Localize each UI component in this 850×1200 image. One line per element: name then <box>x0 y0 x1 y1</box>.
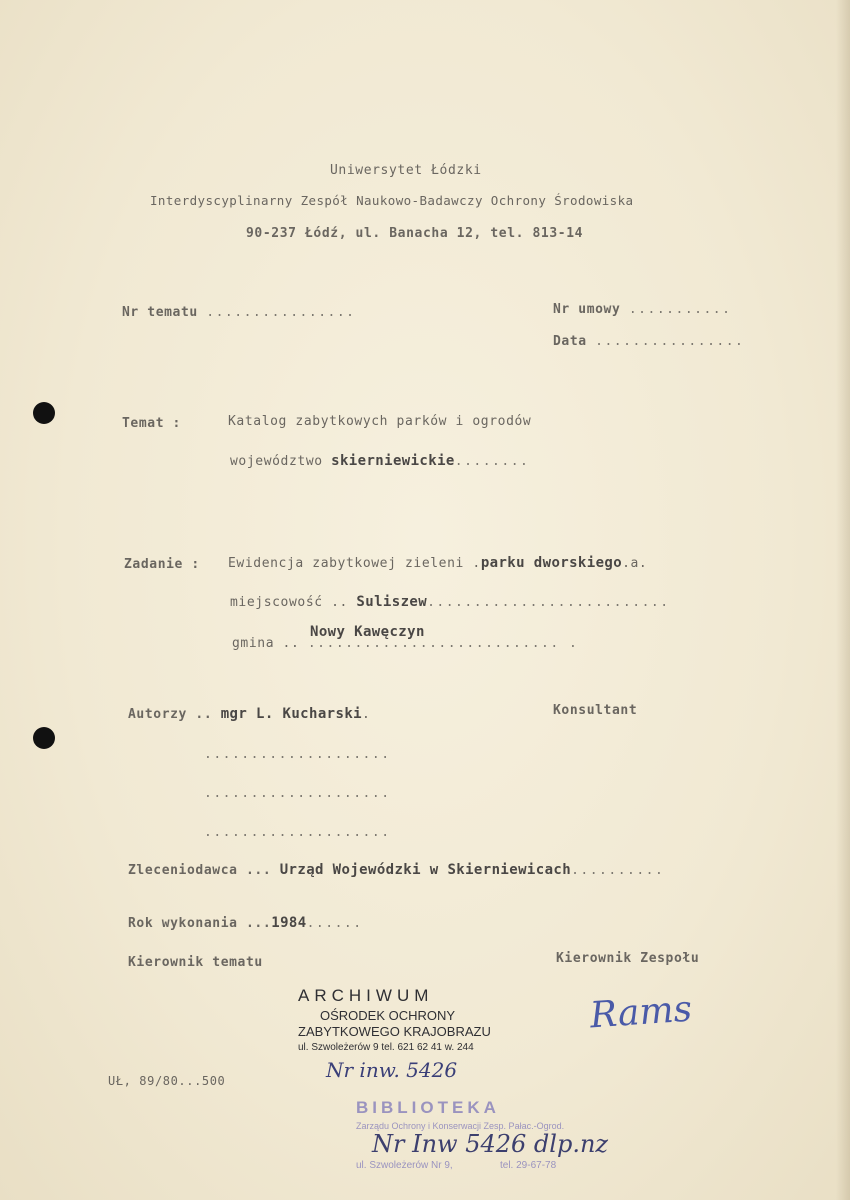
miejscowosc-value: Suliszew <box>356 594 428 610</box>
zleceniodawca-label: Zleceniodawca ... <box>128 863 272 878</box>
autorzy-extra-line: .................... <box>204 825 391 840</box>
konsultant-label: Konsultant <box>553 703 638 718</box>
zleceniodawca-line <box>128 862 664 878</box>
punch-hole <box>33 727 55 749</box>
miejscowosc-label: miejscowość .. <box>230 595 348 610</box>
rok-value: 1984 <box>271 915 307 931</box>
archive-inventory-number: Nr inw. 5426 <box>326 1058 458 1082</box>
nr-umowy-label: Nr umowy <box>553 302 621 317</box>
nr-tematu-dots: ................ <box>206 305 356 320</box>
zadanie-object-value: parku dworskiego <box>480 555 623 571</box>
library-stamp-phone: tel. 29-67-78 <box>500 1160 557 1171</box>
library-stamp-address: ul. Szwoleżerów Nr 9, <box>356 1160 453 1171</box>
archive-stamp-title: ARCHIWUM <box>298 986 434 1005</box>
autorzy-label: Autorzy .. <box>128 707 213 722</box>
archive-stamp-line3: ZABYTKOWEGO KRAJOBRAZU <box>298 1024 491 1039</box>
temat-label: Temat : <box>122 416 181 431</box>
nr-tematu-label: Nr tematu <box>122 305 198 320</box>
rok-label: Rok wykonania ... <box>128 916 272 931</box>
nr-tematu-field <box>122 305 356 320</box>
miejscowosc-line <box>230 594 670 610</box>
institute-address: 90-237 Łódź, ul. Banacha 12, tel. 813-14 <box>246 226 584 241</box>
kierownik-zespolu-label: Kierownik Zespołu <box>556 951 700 966</box>
zadanie-line1 <box>228 555 647 571</box>
rok-line <box>128 915 363 931</box>
zadanie-suffix: .a. <box>622 556 648 571</box>
archive-stamp-address: ul. Szwoleżerów 9 tel. 621 62 41 w. 244 <box>298 1042 474 1053</box>
zleceniodawca-value: Urząd Wojewódzki w Skierniewicach <box>279 862 572 878</box>
autorzy-extra-line: .................... <box>204 747 391 762</box>
gmina-dots: ........................... . <box>307 636 579 651</box>
autorzy-value: mgr L. Kucharski <box>220 706 362 722</box>
archive-stamp-line2: OŚRODEK OCHRONY <box>320 1008 456 1023</box>
library-stamp-title: BIBLIOTEKA <box>356 1098 500 1117</box>
university-name: Uniwersytet Łódzki <box>330 163 482 178</box>
data-label: Data <box>553 334 587 349</box>
data-field <box>553 334 744 349</box>
temat-line1: Katalog zabytkowych parków i ogrodów <box>228 414 532 429</box>
wojewodztwo-dots: ........ <box>454 454 530 469</box>
rok-dots: ...... <box>306 916 363 931</box>
autorzy-line <box>128 706 370 722</box>
gmina-value: Nowy Kawęczyn <box>310 624 425 640</box>
zleceniodawca-dots: .......... <box>571 863 665 878</box>
wojewodztwo-value: skierniewickie <box>331 453 455 469</box>
data-dots: ................ <box>595 334 745 349</box>
signature: Rams <box>588 988 694 1037</box>
punch-hole <box>33 402 55 424</box>
autorzy-value-dot: . <box>361 707 371 722</box>
print-code: UŁ, 89/80...500 <box>108 1074 226 1088</box>
wojewodztwo-label: województwo <box>230 454 323 469</box>
autorzy-extra-line: .................... <box>204 786 391 801</box>
institute-name: Interdyscyplinarny Zespół Naukowo-Badawczy Ochrony Środowiska <box>150 193 634 208</box>
gmina-label: gmina .. <box>232 636 300 651</box>
library-stamp-line2: Zarządu Ochrony i Konserwacji Zesp. Pałac.-Ogrod. <box>356 1121 565 1131</box>
temat-line2 <box>230 453 529 469</box>
nr-umowy-field <box>553 302 731 317</box>
nr-umowy-dots: ........... <box>628 302 732 317</box>
zadanie-label: Zadanie : <box>124 557 200 572</box>
miejscowosc-dots: .......................... <box>427 595 670 610</box>
ewidencja-text: Ewidencja zabytkowej zieleni . <box>228 556 481 571</box>
library-inventory-number: Nr Inw 5426 dlp.nz <box>372 1130 609 1158</box>
kierownik-tematu-label: Kierownik tematu <box>128 955 263 970</box>
